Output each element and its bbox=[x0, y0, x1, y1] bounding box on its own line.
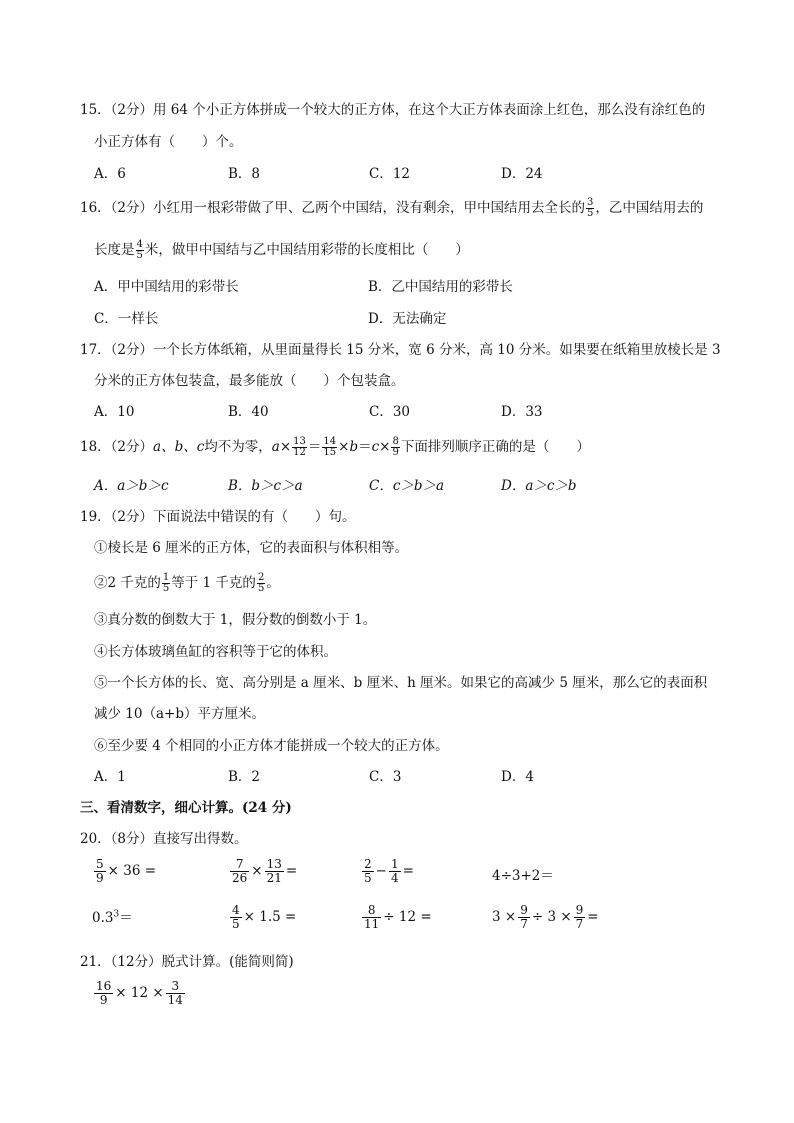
q17-option-a[interactable]: A．10 bbox=[94, 404, 135, 420]
q18-option-a[interactable]: A．a＞b＞c bbox=[94, 478, 169, 494]
q16-line1 bbox=[80, 198, 734, 219]
q16-text-d: 米，做甲中国结与乙中国结用彩带的长度相比（ ） bbox=[144, 242, 469, 258]
q19-stem: 19．（2分）下面说法中错误的有（ ）句。 bbox=[80, 509, 356, 525]
q18-var-b: b bbox=[349, 439, 359, 455]
q16-option-d[interactable]: D．无法确定 bbox=[368, 311, 447, 327]
q20-expression-6: $\frac{4}{5}$ × 1.5 = bbox=[232, 903, 297, 931]
q18-option-c[interactable]: C．c＞b＞a bbox=[369, 478, 445, 494]
q20-expression-8: 3 × $\frac{9}{7}$ ÷ 3 × $\frac{9}{7}$ = bbox=[492, 903, 599, 931]
q19-option-c[interactable]: C．3 bbox=[369, 769, 402, 785]
q19-statement-2 bbox=[94, 573, 734, 594]
q19-statement-6: ⑥至少要 4 个相同的小正方体才能拼成一个较大的正方体。 bbox=[94, 738, 449, 754]
q19-statement-5-line2: 减少 10（a+b）平方厘米。 bbox=[94, 706, 265, 722]
q18-option-b[interactable]: B．b＞c＞a bbox=[228, 478, 303, 494]
q18-option-d[interactable]: D．a＞c＞b bbox=[501, 478, 577, 494]
q16-text-c: 长度是 bbox=[94, 242, 135, 258]
q16-text-a: 16．（2分）小红用一根彩带做了甲、乙两个中国结，没有剩余，甲中国结用去全长的 bbox=[80, 200, 586, 216]
q19-s2-c: 。 bbox=[266, 575, 280, 591]
q19-option-a[interactable]: A．1 bbox=[94, 769, 126, 785]
q20-stem: 20．（8分）直接写出得数。 bbox=[80, 831, 248, 847]
q15-option-a[interactable]: A．6 bbox=[94, 166, 126, 182]
q18-var-a: a bbox=[271, 439, 280, 455]
q16-text-b: ，乙中国结用去的 bbox=[595, 200, 704, 216]
q15-option-d[interactable]: D．24 bbox=[501, 166, 543, 182]
q18-fraction-3: $\frac{8}{9}$ bbox=[392, 436, 399, 458]
q17-line1: 17．（2分）一个长方体纸箱，从里面量得长 15 分米，宽 6 分米，高 10 分米。如果要在纸箱里放棱长是 3 bbox=[80, 342, 721, 358]
q16-fraction-1: $\frac{3}{5}$ bbox=[587, 197, 594, 219]
q20-expression-3: $\frac{2}{5}$ − $\frac{1}{4}$ = bbox=[364, 857, 414, 885]
q18-times-1: × bbox=[279, 439, 292, 455]
q17-option-d[interactable]: D．33 bbox=[501, 404, 543, 420]
q18-prefix: 18．（2分） bbox=[80, 439, 154, 455]
q16-line2 bbox=[94, 240, 734, 261]
q18-fraction-1: $\frac{13}{12}$ bbox=[293, 436, 306, 458]
q15-line1: 15．（2分）用 64 个小正方体拼成一个较大的正方体，在这个大正方体表面涂上红色，那么没有涂红色的 bbox=[80, 102, 706, 118]
q18-fraction-2: $\frac{14}{15}$ bbox=[323, 436, 337, 458]
q19-s2-a: ②2 千克的 bbox=[94, 575, 161, 591]
q18-mid: 均不为零， bbox=[204, 439, 272, 455]
q21-stem: 21．（12分）脱式计算。(能简则简) bbox=[80, 954, 294, 970]
q19-s2-fraction-2: $\frac{2}{5}$ bbox=[257, 572, 265, 594]
q17-option-c[interactable]: C．30 bbox=[369, 404, 411, 420]
q19-option-b[interactable]: B．2 bbox=[228, 769, 261, 785]
q21-expression-1: $\frac{16}{9}$ × 12 × $\frac{3}{14}$ bbox=[96, 979, 183, 1007]
q19-s2-b: 等于 1 千克的 bbox=[171, 575, 256, 591]
q16-option-a[interactable]: A．甲中国结用的彩带长 bbox=[94, 279, 239, 295]
q20-expression-7: $\frac{8}{11}$ ÷ 12 = bbox=[364, 903, 432, 931]
q18-times-3: × bbox=[379, 439, 391, 455]
q15-line2: 小正方体有（ ）个。 bbox=[94, 134, 243, 150]
q20-expression-1: $\frac{5}{9}$ × 36 = bbox=[96, 857, 157, 885]
q19-option-d[interactable]: D．4 bbox=[501, 769, 534, 785]
q20-expression-4: 4÷3+2＝ bbox=[492, 868, 554, 884]
q18-eq-2: ＝ bbox=[358, 439, 372, 455]
q18-times-2: × bbox=[338, 439, 350, 455]
q19-statement-4: ④长方体玻璃鱼缸的容积等于它的体积。 bbox=[94, 644, 337, 660]
q19-statement-5-line1: ⑤一个长方体的长、宽、高分别是 a 厘米、b 厘米、h 厘米。如果它的高减少 5 厘米，那么它的表面积 bbox=[94, 675, 708, 691]
q19-s2-fraction-1: $\frac{1}{5}$ bbox=[162, 572, 170, 594]
q18-suffix: 下面排列顺序正确的是（ ） bbox=[400, 439, 590, 455]
q20-expression-2: $\frac{7}{26}$ × $\frac{13}{21}$ = bbox=[232, 857, 298, 885]
q17-line2: 分米的正方体包装盒，最多能放（ ）个包装盒。 bbox=[94, 373, 405, 389]
q15-option-b[interactable]: B．8 bbox=[228, 166, 261, 182]
q17-option-b[interactable]: B．40 bbox=[228, 404, 269, 420]
q18-vars: a、b、c bbox=[153, 439, 205, 455]
q18-eq-1: ＝ bbox=[307, 439, 322, 455]
q19-statement-1: ①棱长是 6 厘米的正方体，它的表面积与体积相等。 bbox=[94, 540, 409, 556]
q16-option-b[interactable]: B．乙中国结用的彩带长 bbox=[368, 279, 513, 295]
q16-fraction-2: $\frac{4}{5}$ bbox=[136, 239, 143, 261]
q16-option-c[interactable]: C．一样长 bbox=[94, 311, 159, 327]
q19-statement-3: ③真分数的倒数大于 1，假分数的倒数小于 1。 bbox=[94, 612, 377, 628]
q18-line bbox=[80, 437, 734, 458]
q20-expression-5: $0.3^3=$ bbox=[92, 909, 133, 926]
q18-var-c: c bbox=[371, 439, 380, 455]
q15-option-c[interactable]: C．12 bbox=[369, 166, 411, 182]
section-3-heading: 三、看清数字，细心计算。(24 分) bbox=[80, 800, 292, 816]
